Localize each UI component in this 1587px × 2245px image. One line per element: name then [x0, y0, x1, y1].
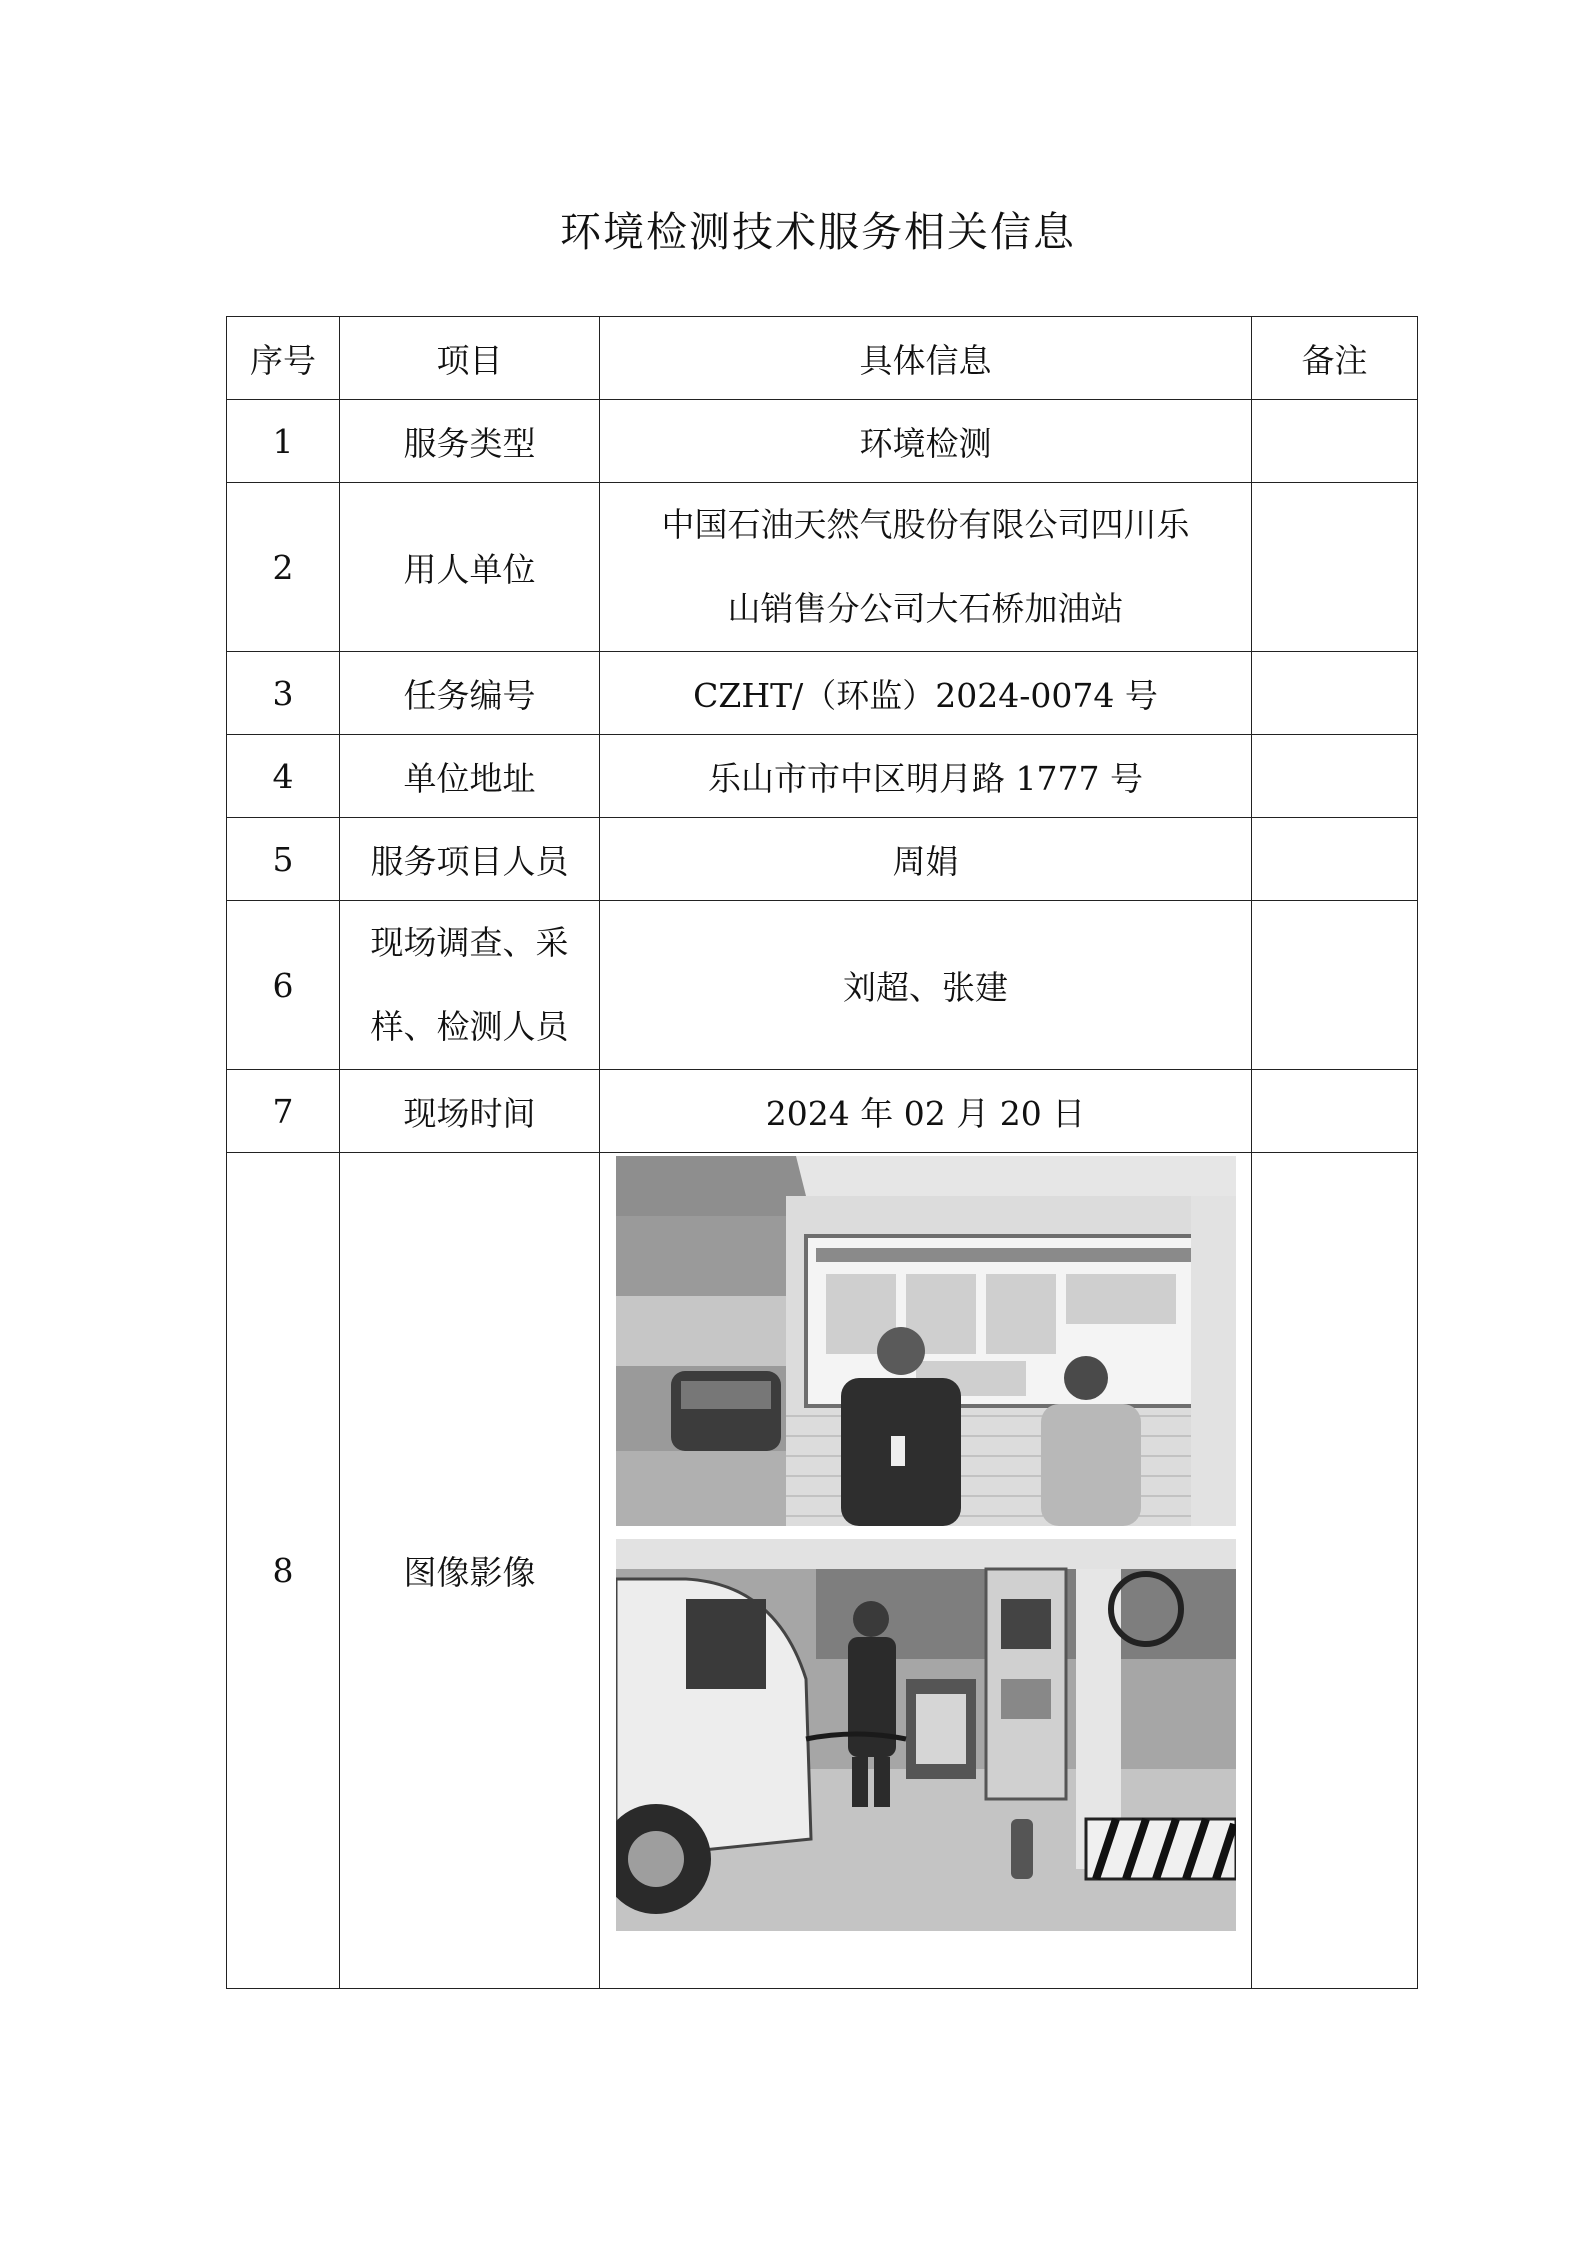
row-remark: [1252, 735, 1418, 818]
row-detail-line2: 山销售分公司大石桥加油站: [727, 589, 1124, 628]
page-title: 环境检测技术服务相关信息: [560, 208, 1076, 256]
row-remark: [1252, 1070, 1418, 1153]
row-detail: 环境检测: [600, 400, 1252, 483]
row-remark: [1252, 652, 1418, 735]
row-detail: 乐山市市中区明月路 1777 号: [600, 735, 1252, 818]
row-detail: 2024 年 02 月 20 日: [600, 1070, 1252, 1153]
header-index: 序号: [227, 317, 340, 400]
row-item: 现场时间: [340, 1070, 600, 1153]
row-detail-line1: 中国石油天然气股份有限公司四川乐: [661, 505, 1190, 544]
row-item-line2: 样、检测人员: [370, 1007, 569, 1046]
table-row: [227, 818, 1418, 901]
row-index: 8: [227, 1153, 340, 1989]
row-detail: CZHT/（环监）2024-0074 号: [600, 652, 1252, 735]
table-row: [227, 652, 1418, 735]
row-index: 3: [227, 652, 340, 735]
row-item: 服务类型: [340, 400, 600, 483]
row-item: 任务编号: [340, 652, 600, 735]
row-remark: [1252, 1153, 1418, 1989]
row-item: 图像影像: [340, 1153, 600, 1989]
row-index: 6: [227, 901, 340, 1070]
row-remark: [1252, 400, 1418, 483]
table-row: [227, 483, 1418, 652]
table-row: [227, 1070, 1418, 1153]
table-row: [227, 901, 1418, 1070]
row-remark: [1252, 818, 1418, 901]
row-detail: [600, 483, 1252, 652]
table-row: [227, 400, 1418, 483]
row-detail: 周娟: [600, 818, 1252, 901]
photo-two-workers-notice-board: [616, 1156, 1236, 1526]
photo-sampling-at-fuel-pump: [616, 1539, 1236, 1931]
info-table: [226, 316, 1418, 1989]
row-item: 服务项目人员: [340, 818, 600, 901]
table-header-row: [227, 317, 1418, 400]
row-remark: [1252, 483, 1418, 652]
row-remark: [1252, 901, 1418, 1070]
row-item: 用人单位: [340, 483, 600, 652]
header-item: 项目: [340, 317, 600, 400]
header-detail: 具体信息: [600, 317, 1252, 400]
header-remark: 备注: [1252, 317, 1418, 400]
row-item: [340, 901, 600, 1070]
row-item: 单位地址: [340, 735, 600, 818]
photo-cell: [600, 1153, 1252, 1989]
row-index: 2: [227, 483, 340, 652]
row-index: 5: [227, 818, 340, 901]
photo-stack: [600, 1153, 1251, 1931]
row-index: 4: [227, 735, 340, 818]
table-row: [227, 735, 1418, 818]
row-index: 7: [227, 1070, 340, 1153]
row-detail: 刘超、张建: [600, 901, 1252, 1070]
row-item-line1: 现场调查、采: [370, 923, 569, 962]
row-index: 1: [227, 400, 340, 483]
table-row: [227, 1153, 1418, 1989]
